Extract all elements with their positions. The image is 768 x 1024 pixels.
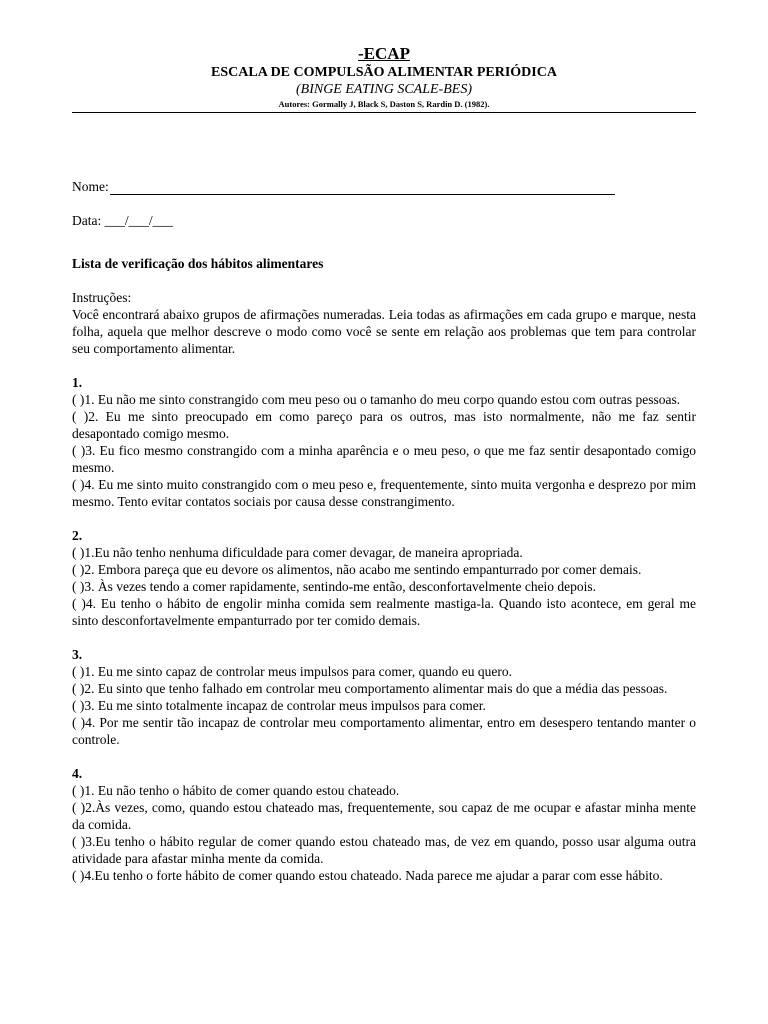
- document-title: ESCALA DE COMPULSÃO ALIMENTAR PERIÓDICA: [211, 65, 557, 80]
- document-page: [72, 44, 696, 884]
- question-group-1: [72, 374, 696, 510]
- option-item[interactable]: ( )3. Eu me sinto totalmente incapaz de controlar meus impulsos para comer.: [72, 698, 486, 713]
- option-item[interactable]: ( )1.Eu não tenho nenhuma dificuldade para comer devagar, de maneira apropriada.: [72, 545, 523, 560]
- name-field[interactable]: [110, 181, 615, 195]
- date-field-row: [72, 212, 696, 229]
- question-group-4: [72, 765, 696, 884]
- option-item[interactable]: ( )3. Eu fico mesmo constrangido com a minha aparência e o meu peso, o que me faz sentir desapontado comigo mesmo.: [72, 443, 696, 475]
- option-item[interactable]: ( )1. Eu não me sinto constrangido com meu peso ou o tamanho do meu corpo quando estou com outras pessoas.: [72, 392, 681, 407]
- form-fields: [72, 178, 696, 229]
- option-item[interactable]: ( )1. Eu não tenho o hábito de comer quando estou chateado.: [72, 783, 400, 798]
- option-item[interactable]: ( )3.Eu tenho o hábito regular de comer quando estou chateado mas, de vez em quando, posso usar alguma outra atividade para afastar minha mente da comida.: [72, 834, 696, 866]
- option-item[interactable]: ( )2. Eu sinto que tenho falhado em controlar meu comportamento alimentar mais do que a média das pessoas.: [72, 681, 668, 696]
- date-field[interactable]: Data: ___/___/___: [72, 213, 173, 228]
- instructions-text: Você encontrará abaixo grupos de afirmações numeradas. Leia todas as afirmações em cada grupo e marque, nesta folha, aquela que melhor descreve o modo como você se sente em relação aos problemas que tem para controlar seu comportamento alimentar.: [72, 307, 696, 356]
- instructions-label: Instruções:: [72, 290, 132, 305]
- option-item[interactable]: ( )4. Eu tenho o hábito de engolir minha comida sem realmente mastiga-la. Quando isto acontece, em geral me sinto desconfortavelmente empanturrado por ter comido demais.: [72, 596, 696, 628]
- option-item[interactable]: ( )4.Eu tenho o forte hábito de comer quando estou chateado. Nada parece me ajudar a parar com esse hábito.: [72, 868, 663, 883]
- document-acronym: -ECAP: [358, 44, 410, 63]
- option-item[interactable]: ( )2. Eu me sinto preocupado em como pareço para os outros, mas isto normalmente, não me faz sentir desapontado comigo mesmo.: [72, 409, 696, 441]
- document-subtitle: (BINGE EATING SCALE-BES): [295, 82, 472, 97]
- group-number: 3.: [72, 647, 83, 662]
- name-field-row: [72, 178, 696, 195]
- instructions-block: [72, 289, 696, 357]
- option-item[interactable]: ( )4. Por me sentir tão incapaz de controlar meu comportamento alimentar, entro em desespero tentando manter o controle.: [72, 715, 696, 747]
- group-number: 2.: [72, 528, 83, 543]
- option-item[interactable]: ( )2.Às vezes, como, quando estou chateado mas, frequentemente, sou capaz de me ocupar e afastar minha mente da comida.: [72, 800, 696, 832]
- question-group-3: [72, 646, 696, 748]
- document-header: [72, 44, 696, 113]
- group-number: 1.: [72, 375, 83, 390]
- option-item[interactable]: ( )1. Eu me sinto capaz de controlar meus impulsos para comer, quando eu quero.: [72, 664, 512, 679]
- option-item[interactable]: ( )3. Às vezes tendo a comer rapidamente, sentindo-me então, desconfortavelmente cheio depois.: [72, 579, 597, 594]
- section-title: Lista de verificação dos hábitos alimentares: [72, 256, 324, 271]
- group-number: 4.: [72, 766, 83, 781]
- name-label: Nome:: [72, 179, 109, 194]
- document-authors: Autores: Gormally J, Black S, Daston S, Rardin D. (1982).: [278, 99, 490, 109]
- option-item[interactable]: ( )4. Eu me sinto muito constrangido com o meu peso e, frequentemente, sinto muita vergonha e desprezo por mim mesmo. Tento evitar contatos sociais por causa desse constrangimento.: [72, 477, 696, 509]
- option-item[interactable]: ( )2. Embora pareça que eu devore os alimentos, não acabo me sentindo empanturrado por comer demais.: [72, 562, 642, 577]
- question-group-2: [72, 527, 696, 629]
